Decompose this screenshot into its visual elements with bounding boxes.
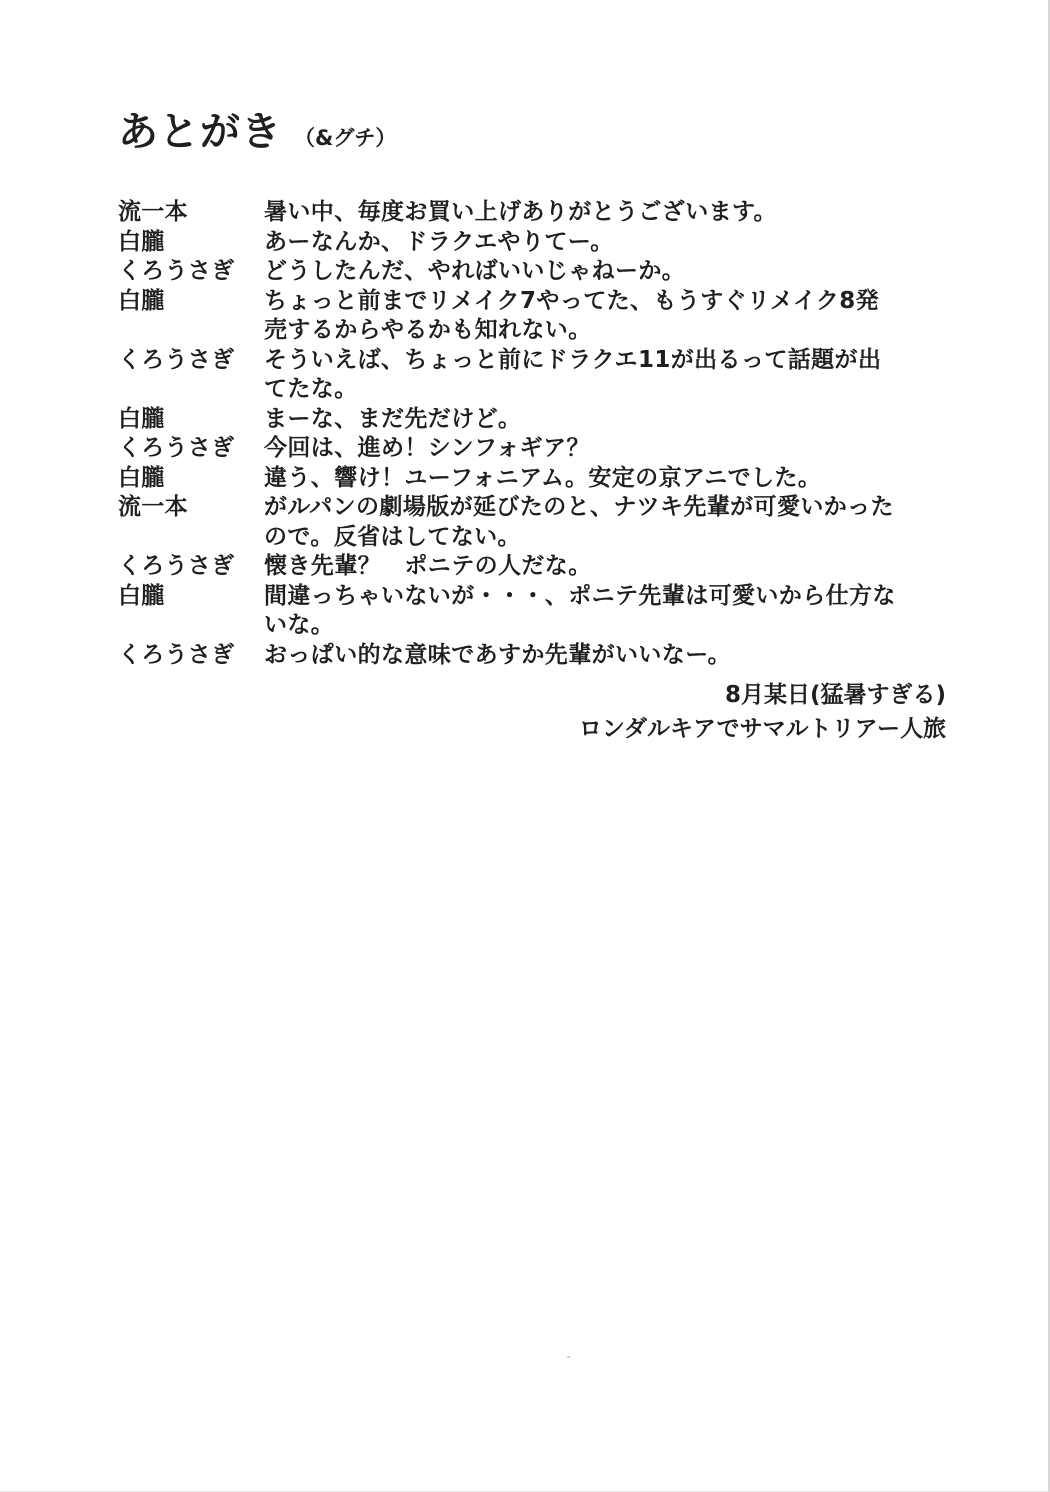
dialogue-list [118, 198, 948, 670]
speaker-name: 白朧 [118, 228, 165, 255]
speaker-name: 流一本 [118, 199, 188, 225]
page-title: あとがき [118, 109, 282, 155]
dialogue-line [118, 257, 948, 287]
scan-speck [567, 1356, 570, 1358]
dialogue-line [118, 228, 948, 258]
dialogue-line [118, 287, 948, 346]
dialogue-text: まーな、まだ先だけど。 [264, 405, 522, 432]
dialogue-text: 今回は、進め！シンフォギア？ [264, 435, 590, 461]
dialogue-line [118, 493, 948, 552]
dialogue-text: 間違っちゃいないが・・・、ポニテ先輩は可愛いから仕方な いな。 [264, 582, 896, 638]
dialogue-text: 暑い中、毎度お買い上げありがとうございます。 [264, 199, 777, 225]
speaker-name: 白朧 [118, 464, 165, 491]
speaker-name: 白朧 [118, 582, 165, 609]
signature-block [579, 678, 946, 746]
dialogue-line [118, 405, 948, 435]
dialogue-line [118, 434, 948, 464]
speaker-name: くろうさぎ [118, 641, 235, 668]
dialogue-text: ちょっと前までリメイク7やってた、もうすぐリメイク8発 売するからやるかも知れない。 [264, 287, 880, 343]
dialogue-text: がルパンの劇場版が延びたのと、ナツキ先輩が可愛いかった ので。反省はしてない。 [264, 494, 894, 550]
speaker-name: 白朧 [118, 405, 165, 432]
dialogue-text: おっぱい的な意味であすか先輩がいいなー。 [264, 641, 732, 668]
signature-note: ロンダルキアでサマルトリアー人旅 [578, 716, 946, 742]
dialogue-text: あーなんか、ドラクエやりてー。 [264, 228, 614, 255]
speaker-name: くろうさぎ [118, 553, 235, 579]
page-subtitle: （&グチ） [294, 126, 397, 150]
dialogue-text: そういえば、ちょっと前にドラクエ11が出るって話題が出 てたな。 [264, 346, 882, 402]
dialogue-line [118, 582, 948, 641]
dialogue-text: どうしたんだ、やればいいじゃねーか。 [264, 258, 686, 284]
speaker-name: くろうさぎ [118, 435, 235, 461]
dialogue-text: 懐き先輩？ ポニテの人だな。 [264, 553, 592, 579]
dialogue-line [118, 641, 948, 671]
dialogue-line [118, 552, 948, 582]
signature-date: 8月某日(猛暑すぎる) [724, 682, 946, 708]
dialogue-text: 違う、響け！ユーフォニアム。安定の京アニでした。 [264, 464, 822, 491]
afterword-heading [118, 100, 396, 157]
speaker-name: 白朧 [118, 287, 165, 314]
dialogue-line [118, 198, 948, 228]
dialogue-line [118, 464, 948, 494]
dialogue-line [118, 346, 948, 405]
speaker-name: くろうさぎ [118, 258, 235, 284]
speaker-name: 流一本 [118, 494, 188, 520]
speaker-name: くろうさぎ [118, 346, 235, 373]
